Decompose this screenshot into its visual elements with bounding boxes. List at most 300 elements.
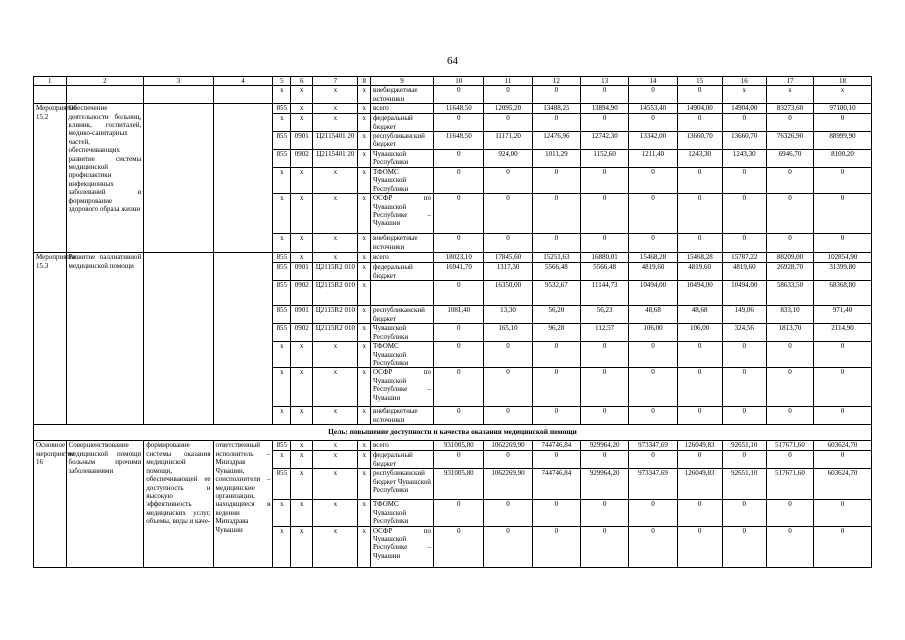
admin-code-cell: 855 — [273, 132, 291, 150]
amount-cell: 0 — [722, 368, 766, 407]
amount-cell: 14904,00 — [677, 104, 722, 114]
funding-source-cell: федеральный бюджет — [371, 451, 434, 469]
target-article-cell: x — [313, 469, 358, 500]
amount-cell: 2114,90 — [814, 324, 872, 342]
amount-cell: 0 — [722, 407, 766, 425]
column-header: 9 — [371, 77, 434, 86]
amount-cell: 0 — [814, 368, 872, 407]
amount-cell: 0 — [581, 500, 629, 526]
target-article-cell: x — [313, 104, 358, 114]
amount-cell: 0 — [677, 368, 722, 407]
column-header: 4 — [213, 77, 273, 86]
expense-type-cell: x — [358, 132, 371, 150]
amount-cell: 1243,30 — [722, 150, 766, 168]
amount-cell: 0 — [629, 451, 677, 469]
amount-cell: 0 — [677, 407, 722, 425]
amount-cell: 603624,70 — [814, 469, 872, 500]
empty-cell — [213, 86, 273, 104]
expense-type-cell: x — [358, 324, 371, 342]
amount-cell: 13894,90 — [581, 104, 629, 114]
expense-type-cell: x — [358, 500, 371, 526]
amount-cell: 0 — [532, 194, 580, 234]
amount-cell: 0 — [532, 451, 580, 469]
target-article-cell: Ц2115R2 010 — [313, 324, 358, 342]
expense-type-cell: x — [358, 451, 371, 469]
amount-cell: 517671,60 — [766, 441, 813, 451]
page-number: 64 — [447, 55, 458, 67]
expense-type-cell: x — [358, 469, 371, 500]
amount-cell: 744746,84 — [532, 469, 580, 500]
amount-cell: 8100,20 — [814, 150, 872, 168]
amount-cell: 0 — [484, 368, 532, 407]
funding-source-cell — [371, 281, 434, 306]
amount-cell: 0 — [532, 168, 580, 194]
amount-cell: 0 — [532, 407, 580, 425]
column-header: 17 — [766, 77, 813, 86]
amount-cell: 58633,50 — [766, 281, 813, 306]
measure-number-cell: Мероприятие 15.2 — [34, 104, 67, 253]
admin-code-cell: x — [273, 234, 291, 253]
amount-cell: 0 — [484, 500, 532, 526]
amount-cell: 0 — [766, 234, 813, 253]
amount-cell: 126049,83 — [677, 441, 722, 451]
amount-cell: 12476,96 — [532, 132, 580, 150]
amount-cell: x — [722, 86, 766, 104]
column-header: 15 — [677, 77, 722, 86]
amount-cell: 4819,60 — [629, 263, 677, 281]
expense-type-cell: x — [358, 150, 371, 168]
amount-cell: 11648,50 — [434, 132, 484, 150]
amount-cell: 10494,00 — [629, 281, 677, 306]
funding-source-cell: ТФОМС Чувашской Республики — [371, 500, 434, 526]
funding-source-cell: внебюджетные источники — [371, 86, 434, 104]
amount-cell: 16941,70 — [434, 263, 484, 281]
target-article-cell: x — [313, 86, 358, 104]
amount-cell: 0 — [434, 114, 484, 132]
goal-heading: Цель: повышение доступности и качества оказания медицинской помощи — [34, 425, 872, 441]
amount-cell: 0 — [677, 500, 722, 526]
amount-cell: 92651,10 — [722, 441, 766, 451]
amount-cell: 931005,80 — [434, 469, 484, 500]
admin-code-cell: x — [273, 368, 291, 407]
table-body — [34, 77, 872, 568]
section-code-cell: 0901 — [291, 263, 313, 281]
admin-code-cell: x — [273, 86, 291, 104]
amount-cell: 0 — [814, 234, 872, 253]
amount-cell: 5566,48 — [581, 263, 629, 281]
section-code-cell: x — [291, 253, 313, 263]
amount-cell: 0 — [581, 234, 629, 253]
column-header: 7 — [313, 77, 358, 86]
amount-cell: 0 — [434, 168, 484, 194]
admin-code-cell: 855 — [273, 324, 291, 342]
amount-cell: 0 — [722, 342, 766, 368]
executor-cell: ответственный исполнитель – Минздрав Чувашии, соисполнители – медицинские организации, находящиеся в ведении Минздрава Чувашии — [213, 441, 273, 567]
amount-cell: 1813,70 — [766, 324, 813, 342]
funding-source-cell: всего — [371, 253, 434, 263]
amount-cell: 6946,70 — [766, 150, 813, 168]
amount-cell: 13488,25 — [532, 104, 580, 114]
amount-cell: 0 — [532, 500, 580, 526]
amount-cell: 0 — [677, 114, 722, 132]
expense-type-cell: x — [358, 194, 371, 234]
column-header: 14 — [629, 77, 677, 86]
amount-cell: 88209,00 — [766, 253, 813, 263]
empty-cell — [144, 253, 213, 425]
section-code-cell: x — [291, 194, 313, 234]
amount-cell: 112,57 — [581, 324, 629, 342]
amount-cell: 0 — [722, 114, 766, 132]
amount-cell: 0 — [532, 234, 580, 253]
empty-cell — [213, 253, 273, 425]
amount-cell: 26928,70 — [766, 263, 813, 281]
amount-cell: 15468,28 — [629, 253, 677, 263]
section-code-cell: 0902 — [291, 324, 313, 342]
target-article-cell: Ц2115401 20 — [313, 150, 358, 168]
amount-cell: 0 — [722, 526, 766, 567]
measure-name-cell: Развитие паллиативной медицинской помощи — [66, 253, 144, 425]
admin-code-cell: x — [273, 194, 291, 234]
amount-cell: 0 — [814, 342, 872, 368]
amount-cell: 0 — [766, 407, 813, 425]
column-header: 2 — [66, 77, 144, 86]
amount-cell: 929964,20 — [581, 469, 629, 500]
column-header: 11 — [484, 77, 532, 86]
amount-cell: 13660,70 — [677, 132, 722, 150]
amount-cell: 0 — [484, 114, 532, 132]
amount-cell: 517671,60 — [766, 469, 813, 500]
amount-cell: 0 — [629, 86, 677, 104]
amount-cell: 0 — [677, 194, 722, 234]
measure-name-cell: Обеспечение деятельности больниц, клиник, госпиталей, медико-санитарных частей, обеспечивающих развитие системы медицинской профилактики инфекционных заболеваний и формирование здорового образа жизни — [66, 104, 144, 253]
amount-cell: 0 — [677, 234, 722, 253]
amount-cell: 0 — [434, 86, 484, 104]
amount-cell: 92651,10 — [722, 469, 766, 500]
column-header: 16 — [722, 77, 766, 86]
amount-cell: 1011,29 — [532, 150, 580, 168]
amount-cell: 929964,20 — [581, 441, 629, 451]
amount-cell: 17845,60 — [484, 253, 532, 263]
amount-cell: 102854,90 — [814, 253, 872, 263]
column-header: 1 — [34, 77, 67, 86]
amount-cell: 0 — [677, 526, 722, 567]
amount-cell: 0 — [484, 234, 532, 253]
section-code-cell: x — [291, 469, 313, 500]
amount-cell: 0 — [581, 451, 629, 469]
amount-cell: 56,20 — [532, 306, 580, 324]
column-header: 12 — [532, 77, 580, 86]
admin-code-cell: x — [273, 114, 291, 132]
amount-cell: 0 — [434, 324, 484, 342]
section-code-cell: x — [291, 86, 313, 104]
amount-cell: 0 — [484, 451, 532, 469]
target-article-cell: x — [313, 234, 358, 253]
amount-cell: 13,30 — [484, 306, 532, 324]
expense-type-cell: x — [358, 342, 371, 368]
amount-cell: 0 — [484, 407, 532, 425]
amount-cell: 12742,30 — [581, 132, 629, 150]
amount-cell: 971,40 — [814, 306, 872, 324]
amount-cell: 324,56 — [722, 324, 766, 342]
funding-source-cell: Чувашской Республики — [371, 150, 434, 168]
amount-cell: 0 — [581, 407, 629, 425]
amount-cell: 106,00 — [677, 324, 722, 342]
target-article-cell: x — [313, 451, 358, 469]
amount-cell: 31399,80 — [814, 263, 872, 281]
amount-cell: 4819,60 — [722, 263, 766, 281]
expense-type-cell: x — [358, 86, 371, 104]
expense-type-cell: x — [358, 281, 371, 306]
amount-cell: 0 — [484, 194, 532, 234]
amount-cell: 0 — [814, 168, 872, 194]
expense-type-cell: x — [358, 368, 371, 407]
admin-code-cell: 855 — [273, 281, 291, 306]
expense-type-cell: x — [358, 114, 371, 132]
expense-type-cell: x — [358, 263, 371, 281]
amount-cell: 1062269,90 — [484, 469, 532, 500]
amount-cell: 0 — [581, 114, 629, 132]
amount-cell: 0 — [532, 86, 580, 104]
amount-cell: 0 — [434, 342, 484, 368]
amount-cell: 0 — [434, 368, 484, 407]
amount-cell: 0 — [532, 342, 580, 368]
measure-name-cell: Совершенствование медицинской помощи больным прочими заболеваниями — [66, 441, 144, 567]
amount-cell: 0 — [581, 342, 629, 368]
amount-cell: 68368,80 — [814, 281, 872, 306]
column-header: 5 — [273, 77, 291, 86]
target-article-cell: x — [313, 194, 358, 234]
funding-source-cell: ОСФР по Чувашской Республике – Чувашии — [371, 526, 434, 567]
column-header: 13 — [581, 77, 629, 86]
amount-cell: 76326,90 — [766, 132, 813, 150]
amount-cell: 0 — [581, 86, 629, 104]
amount-cell: 9532,67 — [532, 281, 580, 306]
amount-cell: 0 — [722, 168, 766, 194]
amount-cell: 11144,73 — [581, 281, 629, 306]
amount-cell: 0 — [629, 114, 677, 132]
funding-source-cell: ОСФР по Чувашской Республике – Чувашии — [371, 368, 434, 407]
amount-cell: 0 — [814, 500, 872, 526]
amount-cell: 0 — [766, 526, 813, 567]
measure-number-cell: Основное мероприятие 16 — [34, 441, 67, 567]
amount-cell: 15787,22 — [722, 253, 766, 263]
section-code-cell: x — [291, 342, 313, 368]
amount-cell: 0 — [766, 114, 813, 132]
amount-cell: 18023,10 — [434, 253, 484, 263]
amount-cell: 0 — [677, 451, 722, 469]
amount-cell: 973347,69 — [629, 469, 677, 500]
amount-cell: 0 — [766, 194, 813, 234]
amount-cell: 1152,60 — [581, 150, 629, 168]
target-article-cell: x — [313, 168, 358, 194]
amount-cell: 603624,70 — [814, 441, 872, 451]
amount-cell: 0 — [484, 526, 532, 567]
amount-cell: 833,10 — [766, 306, 813, 324]
admin-code-cell: x — [273, 168, 291, 194]
funding-source-cell: внебюджетные источники — [371, 234, 434, 253]
amount-cell: 13660,70 — [722, 132, 766, 150]
section-code-cell: 0901 — [291, 132, 313, 150]
amount-cell: 16350,00 — [484, 281, 532, 306]
amount-cell: 0 — [434, 281, 484, 306]
amount-cell: 56,23 — [581, 306, 629, 324]
section-code-cell: x — [291, 114, 313, 132]
empty-cell — [144, 86, 213, 104]
expense-type-cell: x — [358, 104, 371, 114]
amount-cell: 0 — [434, 194, 484, 234]
table-row — [34, 253, 872, 263]
amount-cell: 0 — [434, 407, 484, 425]
admin-code-cell: x — [273, 500, 291, 526]
amount-cell: 10494,00 — [677, 281, 722, 306]
amount-cell: 0 — [581, 368, 629, 407]
amount-cell: 0 — [766, 368, 813, 407]
amount-cell: x — [814, 86, 872, 104]
table-row — [34, 104, 872, 114]
amount-cell: 4819,60 — [677, 263, 722, 281]
amount-cell: 0 — [581, 526, 629, 567]
admin-code-cell: x — [273, 342, 291, 368]
amount-cell: 5566,48 — [532, 263, 580, 281]
target-article-cell: Ц2115R2 010 — [313, 306, 358, 324]
admin-code-cell: 855 — [273, 253, 291, 263]
amount-cell: 48,68 — [629, 306, 677, 324]
amount-cell: 1081,40 — [434, 306, 484, 324]
amount-cell: 0 — [434, 526, 484, 567]
amount-cell: 10494,00 — [722, 281, 766, 306]
amount-cell: 48,68 — [677, 306, 722, 324]
amount-cell: 0 — [629, 526, 677, 567]
target-article-cell: x — [313, 368, 358, 407]
funding-source-cell: всего — [371, 441, 434, 451]
target-article-cell: x — [313, 500, 358, 526]
column-header: 3 — [144, 77, 213, 86]
column-header: 8 — [358, 77, 371, 86]
target-article-cell: Ц2115R2 010 — [313, 263, 358, 281]
funding-source-cell: федеральный бюджет — [371, 263, 434, 281]
empty-cell — [34, 86, 67, 104]
amount-cell: 97100,10 — [814, 104, 872, 114]
goal-row — [34, 425, 872, 441]
amount-cell: 16880,01 — [581, 253, 629, 263]
funding-source-cell: ТФОМС Чувашской Республики — [371, 168, 434, 194]
target-article-cell: x — [313, 342, 358, 368]
amount-cell: 1243,30 — [677, 150, 722, 168]
funding-source-cell: ТФОМС Чувашской Республики — [371, 342, 434, 368]
admin-code-cell: x — [273, 407, 291, 425]
target-article-cell: x — [313, 407, 358, 425]
section-code-cell: x — [291, 104, 313, 114]
section-code-cell: x — [291, 368, 313, 407]
target-article-cell: x — [313, 114, 358, 132]
target-article-cell: x — [313, 253, 358, 263]
funding-source-cell: Чувашской Республики — [371, 324, 434, 342]
amount-cell: 96,28 — [532, 324, 580, 342]
expense-type-cell: x — [358, 168, 371, 194]
amount-cell: 15468,28 — [677, 253, 722, 263]
section-code-cell: x — [291, 526, 313, 567]
amount-cell: 0 — [434, 234, 484, 253]
measure-number-cell: Мероприятие 15.3 — [34, 253, 67, 425]
amount-cell: 0 — [629, 194, 677, 234]
amount-cell: 744746,84 — [532, 441, 580, 451]
expense-type-cell: x — [358, 407, 371, 425]
amount-cell: 0 — [629, 500, 677, 526]
amount-cell: 0 — [814, 526, 872, 567]
admin-code-cell: 855 — [273, 441, 291, 451]
amount-cell: 924,00 — [484, 150, 532, 168]
section-code-cell: x — [291, 500, 313, 526]
amount-cell: 0 — [484, 168, 532, 194]
amount-cell: 14904,00 — [722, 104, 766, 114]
amount-cell: 0 — [581, 194, 629, 234]
funding-source-cell: внебюджетные источники — [371, 407, 434, 425]
admin-code-cell: 855 — [273, 150, 291, 168]
amount-cell: 0 — [722, 451, 766, 469]
funding-source-cell: ОСФР по Чувашской Республике – Чувашии — [371, 194, 434, 234]
amount-cell: 15251,63 — [532, 253, 580, 263]
admin-code-cell: 855 — [273, 306, 291, 324]
amount-cell: 0 — [484, 86, 532, 104]
expense-type-cell: x — [358, 441, 371, 451]
amount-cell: 0 — [722, 234, 766, 253]
funding-source-cell: республиканский бюджет Чувашской Республики — [371, 469, 434, 500]
target-article-cell: x — [313, 441, 358, 451]
amount-cell: 14553,40 — [629, 104, 677, 114]
expense-type-cell: x — [358, 253, 371, 263]
expense-type-cell: x — [358, 526, 371, 567]
expense-type-cell: x — [358, 234, 371, 253]
amount-cell: 0 — [722, 500, 766, 526]
empty-cell — [213, 104, 273, 253]
amount-cell: 88999,90 — [814, 132, 872, 150]
amount-cell: 1211,40 — [629, 150, 677, 168]
amount-cell: 0 — [814, 407, 872, 425]
amount-cell: 0 — [434, 451, 484, 469]
amount-cell: 0 — [629, 342, 677, 368]
column-header: 10 — [434, 77, 484, 86]
admin-code-cell: x — [273, 451, 291, 469]
target-article-cell: Ц2115R2 010 — [313, 281, 358, 306]
amount-cell: 0 — [532, 114, 580, 132]
amount-cell: 0 — [722, 194, 766, 234]
amount-cell: 165,10 — [484, 324, 532, 342]
amount-cell: 0 — [766, 500, 813, 526]
amount-cell: 0 — [629, 368, 677, 407]
admin-code-cell: 855 — [273, 104, 291, 114]
amount-cell: 0 — [629, 234, 677, 253]
table-row — [34, 441, 872, 451]
amount-cell: 0 — [434, 500, 484, 526]
amount-cell: 13342,00 — [629, 132, 677, 150]
expense-type-cell: x — [358, 306, 371, 324]
column-header: 6 — [291, 77, 313, 86]
amount-cell: 0 — [581, 168, 629, 194]
funding-source-cell: республиканский бюджет — [371, 132, 434, 150]
amount-cell: x — [766, 86, 813, 104]
amount-cell: 0 — [814, 114, 872, 132]
section-code-cell: x — [291, 168, 313, 194]
amount-cell: 126049,83 — [677, 469, 722, 500]
amount-cell: 0 — [766, 451, 813, 469]
amount-cell: 149,06 — [722, 306, 766, 324]
admin-code-cell: 855 — [273, 263, 291, 281]
amount-cell: 1062269,90 — [484, 441, 532, 451]
section-code-cell: 0902 — [291, 281, 313, 306]
section-code-cell: x — [291, 407, 313, 425]
financing-table — [33, 76, 872, 568]
section-code-cell: 0902 — [291, 150, 313, 168]
